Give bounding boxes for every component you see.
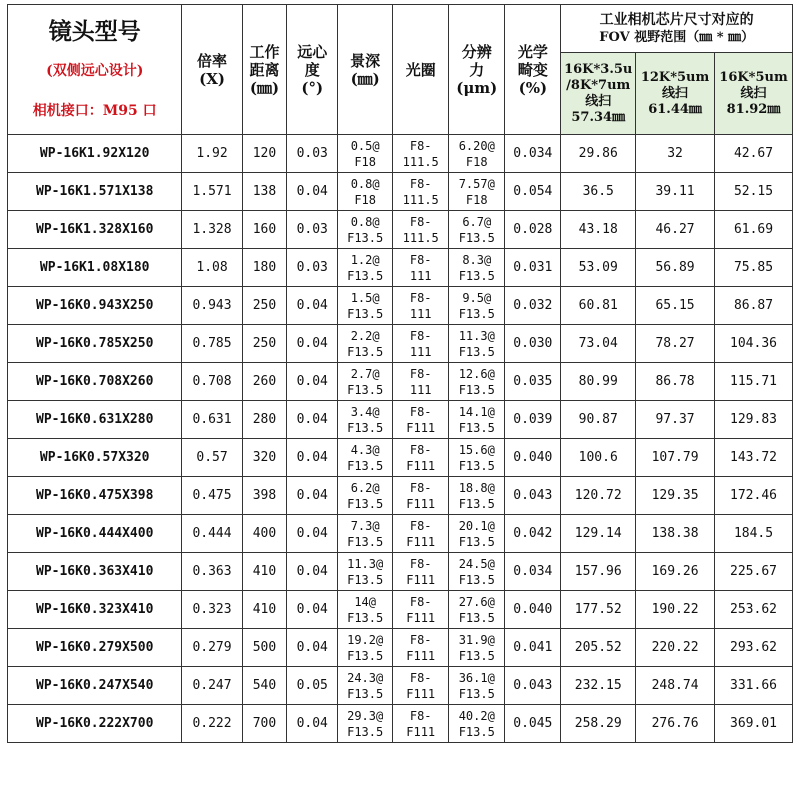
fov-16k5-cell: 293.62 (715, 629, 793, 667)
model-cell: WP-16K1.571X138 (8, 173, 182, 211)
telecentricity-cell: 0.04 (287, 325, 338, 363)
fov-12k5-cell: 39.11 (636, 173, 715, 211)
fov-16k5-cell: 172.46 (715, 477, 793, 515)
fov-12k5-cell: 56.89 (636, 249, 715, 287)
telecentricity-cell: 0.04 (287, 629, 338, 667)
col-header-magnification: 倍率 (X) (182, 5, 242, 135)
magnification-cell: 0.475 (182, 477, 242, 515)
depth-of-field-cell: 29.3@ F13.5 (338, 705, 393, 743)
col-header-working-distance: 工作 距离 (㎜) (242, 5, 287, 135)
fov-12k5-cell: 46.27 (636, 211, 715, 249)
table-body (8, 135, 793, 743)
magnification-cell: 1.328 (182, 211, 242, 249)
distortion-cell: 0.039 (505, 401, 561, 439)
fov-12k5-cell: 107.79 (636, 439, 715, 477)
aperture-cell: F8- F111 (393, 553, 449, 591)
table-row (8, 325, 793, 363)
depth-of-field-cell: 2.2@ F13.5 (338, 325, 393, 363)
telecentricity-cell: 0.03 (287, 249, 338, 287)
working-distance-cell: 320 (242, 439, 287, 477)
magnification-cell: 1.571 (182, 173, 242, 211)
fov-16k35-cell: 53.09 (561, 249, 636, 287)
telecentricity-cell: 0.04 (287, 705, 338, 743)
working-distance-cell: 500 (242, 629, 287, 667)
model-cell: WP-16K0.475X398 (8, 477, 182, 515)
col-header-distortion: 光学 畸变 (%) (505, 5, 561, 135)
table-row (8, 629, 793, 667)
aperture-cell: F8- F111 (393, 667, 449, 705)
fov-16k35-cell: 29.86 (561, 135, 636, 173)
aperture-cell: F8- 111 (393, 287, 449, 325)
table-row (8, 249, 793, 287)
fov-16k35-cell: 60.81 (561, 287, 636, 325)
magnification-cell: 1.08 (182, 249, 242, 287)
distortion-cell: 0.032 (505, 287, 561, 325)
aperture-cell: F8- F111 (393, 439, 449, 477)
aperture-cell: F8- 111.5 (393, 135, 449, 173)
model-cell: WP-16K0.247X540 (8, 667, 182, 705)
fov-16k35-cell: 129.14 (561, 515, 636, 553)
working-distance-cell: 250 (242, 287, 287, 325)
working-distance-cell: 138 (242, 173, 287, 211)
depth-of-field-cell: 0.8@ F13.5 (338, 211, 393, 249)
aperture-cell: F8- 111.5 (393, 211, 449, 249)
depth-of-field-cell: 1.2@ F13.5 (338, 249, 393, 287)
table-row (8, 211, 793, 249)
fov-16k5-cell: 52.15 (715, 173, 793, 211)
distortion-cell: 0.028 (505, 211, 561, 249)
depth-of-field-cell: 19.2@ F13.5 (338, 629, 393, 667)
resolution-cell: 12.6@ F13.5 (449, 363, 505, 401)
working-distance-cell: 410 (242, 553, 287, 591)
fov-16k35-cell: 232.15 (561, 667, 636, 705)
telecentricity-cell: 0.03 (287, 211, 338, 249)
table-row (8, 439, 793, 477)
model-cell: WP-16K0.222X700 (8, 705, 182, 743)
resolution-cell: 27.6@ F13.5 (449, 591, 505, 629)
working-distance-cell: 260 (242, 363, 287, 401)
col-header-fov-12k5: 12K*5um 线扫 61.44㎜ (636, 53, 715, 135)
magnification-cell: 0.363 (182, 553, 242, 591)
distortion-cell: 0.043 (505, 477, 561, 515)
fov-16k5-cell: 115.71 (715, 363, 793, 401)
working-distance-cell: 410 (242, 591, 287, 629)
model-cell: WP-16K1.92X120 (8, 135, 182, 173)
resolution-cell: 7.57@ F18 (449, 173, 505, 211)
magnification-cell: 0.323 (182, 591, 242, 629)
depth-of-field-cell: 2.7@ F13.5 (338, 363, 393, 401)
fov-12k5-cell: 65.15 (636, 287, 715, 325)
fov-16k5-cell: 42.67 (715, 135, 793, 173)
distortion-cell: 0.042 (505, 515, 561, 553)
telecentricity-cell: 0.04 (287, 173, 338, 211)
telecentricity-cell: 0.04 (287, 553, 338, 591)
table-row (8, 173, 793, 211)
fov-16k35-cell: 90.87 (561, 401, 636, 439)
working-distance-cell: 540 (242, 667, 287, 705)
col-header-fov-group: 工业相机芯片尺寸对应的 FOV 视野范围（㎜ * ㎜） (561, 5, 793, 53)
fov-16k35-cell: 36.5 (561, 173, 636, 211)
fov-12k5-cell: 190.22 (636, 591, 715, 629)
title-cell (8, 5, 182, 135)
model-cell: WP-16K0.785X250 (8, 325, 182, 363)
fov-12k5-cell: 32 (636, 135, 715, 173)
aperture-cell: F8- F111 (393, 515, 449, 553)
aperture-cell: F8- F111 (393, 705, 449, 743)
aperture-cell: F8- F111 (393, 629, 449, 667)
lens-spec-table (7, 4, 793, 743)
magnification-cell: 0.279 (182, 629, 242, 667)
depth-of-field-cell: 0.5@ F18 (338, 135, 393, 173)
fov-16k35-cell: 73.04 (561, 325, 636, 363)
depth-of-field-cell: 4.3@ F13.5 (338, 439, 393, 477)
distortion-cell: 0.030 (505, 325, 561, 363)
distortion-cell: 0.034 (505, 553, 561, 591)
working-distance-cell: 180 (242, 249, 287, 287)
fov-16k5-cell: 225.67 (715, 553, 793, 591)
table-row (8, 553, 793, 591)
telecentricity-cell: 0.04 (287, 363, 338, 401)
resolution-cell: 14.1@ F13.5 (449, 401, 505, 439)
table-row (8, 667, 793, 705)
telecentricity-cell: 0.04 (287, 401, 338, 439)
working-distance-cell: 250 (242, 325, 287, 363)
col-header-resolution: 分辨 力 (μm) (449, 5, 505, 135)
fov-16k5-cell: 369.01 (715, 705, 793, 743)
resolution-cell: 24.5@ F13.5 (449, 553, 505, 591)
telecentricity-cell: 0.03 (287, 135, 338, 173)
fov-16k5-cell: 104.36 (715, 325, 793, 363)
magnification-cell: 0.247 (182, 667, 242, 705)
resolution-cell: 18.8@ F13.5 (449, 477, 505, 515)
table-row (8, 287, 793, 325)
table-row (8, 705, 793, 743)
distortion-cell: 0.054 (505, 173, 561, 211)
resolution-cell: 11.3@ F13.5 (449, 325, 505, 363)
magnification-cell: 0.222 (182, 705, 242, 743)
fov-16k35-cell: 157.96 (561, 553, 636, 591)
aperture-cell: F8- 111 (393, 363, 449, 401)
working-distance-cell: 398 (242, 477, 287, 515)
aperture-cell: F8- F111 (393, 401, 449, 439)
model-cell: WP-16K0.279X500 (8, 629, 182, 667)
depth-of-field-cell: 11.3@ F13.5 (338, 553, 393, 591)
telecentricity-cell: 0.04 (287, 591, 338, 629)
model-cell: WP-16K0.708X260 (8, 363, 182, 401)
resolution-cell: 36.1@ F13.5 (449, 667, 505, 705)
mount-note: 相机接口：M95 口 (32, 103, 157, 119)
resolution-cell: 20.1@ F13.5 (449, 515, 505, 553)
resolution-cell: 8.3@ F13.5 (449, 249, 505, 287)
depth-of-field-cell: 1.5@ F13.5 (338, 287, 393, 325)
fov-12k5-cell: 248.74 (636, 667, 715, 705)
col-header-telecentricity: 远心 度 (°) (287, 5, 338, 135)
working-distance-cell: 700 (242, 705, 287, 743)
table-title: 镜头型号 (48, 18, 141, 45)
fov-16k5-cell: 61.69 (715, 211, 793, 249)
distortion-cell: 0.041 (505, 629, 561, 667)
table-row (8, 477, 793, 515)
resolution-cell: 31.9@ F13.5 (449, 629, 505, 667)
spec-table-wrapper (7, 4, 793, 743)
aperture-cell: F8- 111 (393, 249, 449, 287)
design-note: (双侧远心设计) (46, 63, 144, 79)
col-header-aperture: 光圈 (393, 5, 449, 135)
fov-16k5-cell: 129.83 (715, 401, 793, 439)
fov-12k5-cell: 220.22 (636, 629, 715, 667)
fov-12k5-cell: 86.78 (636, 363, 715, 401)
table-row (8, 515, 793, 553)
fov-12k5-cell: 169.26 (636, 553, 715, 591)
model-cell: WP-16K0.323X410 (8, 591, 182, 629)
fov-12k5-cell: 129.35 (636, 477, 715, 515)
working-distance-cell: 280 (242, 401, 287, 439)
col-header-fov-16k5: 16K*5um 线扫 81.92㎜ (715, 53, 793, 135)
table-row (8, 363, 793, 401)
fov-16k5-cell: 75.85 (715, 249, 793, 287)
magnification-cell: 0.444 (182, 515, 242, 553)
model-cell: WP-16K0.631X280 (8, 401, 182, 439)
aperture-cell: F8- F111 (393, 477, 449, 515)
resolution-cell: 6.7@ F13.5 (449, 211, 505, 249)
resolution-cell: 6.20@ F18 (449, 135, 505, 173)
depth-of-field-cell: 0.8@ F18 (338, 173, 393, 211)
fov-12k5-cell: 97.37 (636, 401, 715, 439)
magnification-cell: 0.57 (182, 439, 242, 477)
fov-16k35-cell: 43.18 (561, 211, 636, 249)
depth-of-field-cell: 6.2@ F13.5 (338, 477, 393, 515)
aperture-cell: F8- 111.5 (393, 173, 449, 211)
table-row (8, 135, 793, 173)
fov-16k5-cell: 331.66 (715, 667, 793, 705)
model-cell: WP-16K1.328X160 (8, 211, 182, 249)
fov-16k5-cell: 143.72 (715, 439, 793, 477)
working-distance-cell: 120 (242, 135, 287, 173)
fov-16k35-cell: 177.52 (561, 591, 636, 629)
model-cell: WP-16K0.57X320 (8, 439, 182, 477)
fov-16k35-cell: 80.99 (561, 363, 636, 401)
depth-of-field-cell: 24.3@ F13.5 (338, 667, 393, 705)
magnification-cell: 0.943 (182, 287, 242, 325)
fov-12k5-cell: 138.38 (636, 515, 715, 553)
fov-16k5-cell: 184.5 (715, 515, 793, 553)
telecentricity-cell: 0.05 (287, 667, 338, 705)
distortion-cell: 0.040 (505, 591, 561, 629)
telecentricity-cell: 0.04 (287, 439, 338, 477)
depth-of-field-cell: 3.4@ F13.5 (338, 401, 393, 439)
fov-12k5-cell: 78.27 (636, 325, 715, 363)
distortion-cell: 0.035 (505, 363, 561, 401)
fov-16k35-cell: 205.52 (561, 629, 636, 667)
resolution-cell: 15.6@ F13.5 (449, 439, 505, 477)
fov-12k5-cell: 276.76 (636, 705, 715, 743)
telecentricity-cell: 0.04 (287, 515, 338, 553)
fov-16k35-cell: 120.72 (561, 477, 636, 515)
col-header-depth-of-field: 景深 (㎜) (338, 5, 393, 135)
distortion-cell: 0.043 (505, 667, 561, 705)
depth-of-field-cell: 7.3@ F13.5 (338, 515, 393, 553)
fov-16k5-cell: 253.62 (715, 591, 793, 629)
working-distance-cell: 400 (242, 515, 287, 553)
magnification-cell: 0.631 (182, 401, 242, 439)
resolution-cell: 40.2@ F13.5 (449, 705, 505, 743)
distortion-cell: 0.034 (505, 135, 561, 173)
col-header-fov-16k35: 16K*3.5u /8K*7um 线扫 57.34㎜ (561, 53, 636, 135)
magnification-cell: 0.708 (182, 363, 242, 401)
model-cell: WP-16K0.363X410 (8, 553, 182, 591)
distortion-cell: 0.031 (505, 249, 561, 287)
model-cell: WP-16K1.08X180 (8, 249, 182, 287)
depth-of-field-cell: 14@ F13.5 (338, 591, 393, 629)
aperture-cell: F8- 111 (393, 325, 449, 363)
working-distance-cell: 160 (242, 211, 287, 249)
table-row (8, 401, 793, 439)
fov-16k5-cell: 86.87 (715, 287, 793, 325)
distortion-cell: 0.045 (505, 705, 561, 743)
model-cell: WP-16K0.943X250 (8, 287, 182, 325)
fov-16k35-cell: 100.6 (561, 439, 636, 477)
distortion-cell: 0.040 (505, 439, 561, 477)
magnification-cell: 0.785 (182, 325, 242, 363)
telecentricity-cell: 0.04 (287, 287, 338, 325)
resolution-cell: 9.5@ F13.5 (449, 287, 505, 325)
fov-16k35-cell: 258.29 (561, 705, 636, 743)
table-row (8, 591, 793, 629)
model-cell: WP-16K0.444X400 (8, 515, 182, 553)
magnification-cell: 1.92 (182, 135, 242, 173)
telecentricity-cell: 0.04 (287, 477, 338, 515)
aperture-cell: F8- F111 (393, 591, 449, 629)
